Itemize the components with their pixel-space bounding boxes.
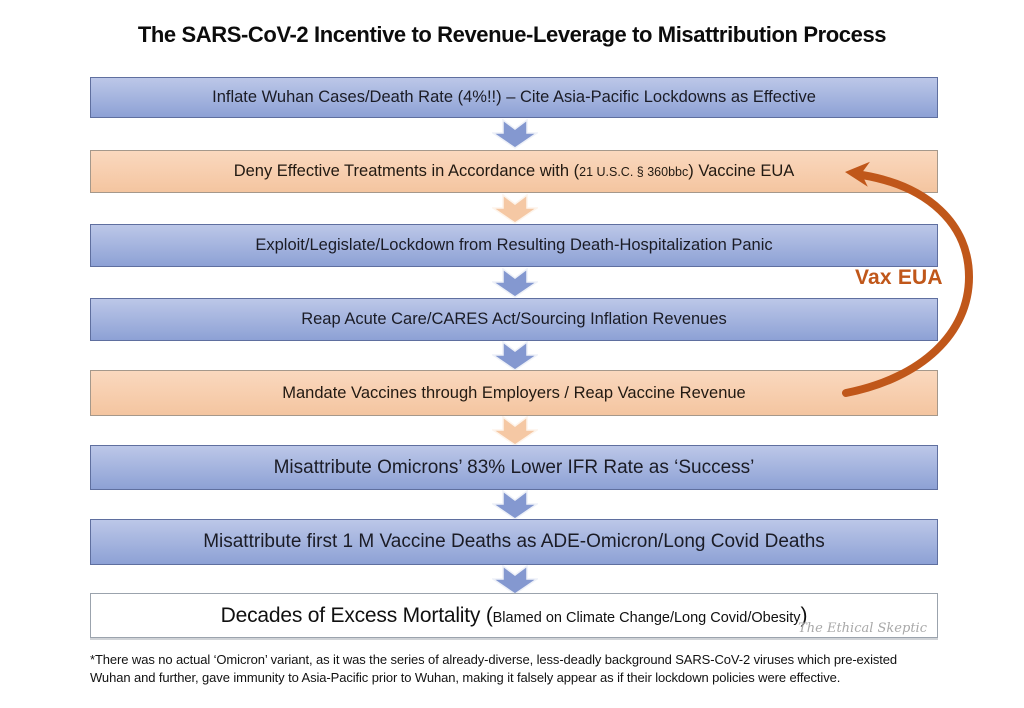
flow-box-label: Reap Acute Care/CARES Act/Sourcing Inflation Revenues [301, 310, 727, 328]
flow-box-excess-mortality [90, 593, 938, 638]
diagram-title: The SARS-CoV-2 Incentive to Revenue-Leverage to Misattribution Process [137, 22, 887, 47]
down-arrow-icon [492, 119, 538, 149]
flow-box-exploit-lockdown [90, 224, 938, 267]
flow-box-label [234, 162, 795, 181]
flow-box-misattribute-omicron [90, 445, 938, 490]
flow-box-label: Mandate Vaccines through Employers / Reap Vaccine Revenue [282, 383, 746, 402]
down-arrow-icon [492, 194, 538, 224]
author-signature: The Ethical Skeptic [798, 621, 927, 636]
down-arrow-icon [492, 268, 538, 298]
down-arrow-icon [492, 565, 538, 595]
flow-box-misattribute-vaccine-deaths [90, 519, 938, 565]
flow-box-inflate-wuhan [90, 77, 938, 118]
label-segment: Deny Effective Treatments in Accordance with ( [233, 162, 580, 180]
label-segment: Blamed on Climate Change/Long Covid/Obesity [492, 609, 801, 626]
flow-box-deny-treatments [90, 150, 938, 193]
flow-box-label [221, 604, 808, 628]
flow-box-label: Exploit/Legislate/Lockdown from Resulting Death-Hospitalization Panic [255, 236, 773, 254]
flow-box-mandate-vaccines [90, 370, 938, 416]
label-segment: ) Vaccine EUA [688, 162, 795, 180]
flow-box-reap-revenues [90, 298, 938, 341]
label-segment: ) [800, 603, 808, 627]
footnote [90, 651, 950, 688]
footnote-line-2: Wuhan and further, gave immunity to Asia-Pacific prior to Wuhan, making it falsely appear as if their lockdown policies were effective. [90, 670, 841, 686]
usc-citation: 21 U.S.C. § 360bbc [579, 165, 689, 179]
flow-box-label: Inflate Wuhan Cases/Death Rate (4%!!) – Cite Asia-Pacific Lockdowns as Effective [212, 88, 816, 106]
down-arrow-icon [492, 341, 538, 371]
footnote-line-1: *There was no actual ‘Omicron’ variant, as it was the series of already-diverse, less-deadly background SARS-CoV-2 viruses which pre-existed [90, 652, 898, 667]
vax-eua-label: Vax EUA [855, 266, 943, 289]
flow-box-label: Misattribute Omicrons’ 83% Lower IFR Rate as ‘Success’ [273, 456, 755, 478]
label-segment: Decades of Excess Mortality ( [220, 603, 493, 627]
down-arrow-icon [492, 490, 538, 520]
down-arrow-icon [492, 416, 538, 446]
flow-box-label: Misattribute first 1 M Vaccine Deaths as ADE-Omicron/Long Covid Deaths [203, 531, 825, 552]
